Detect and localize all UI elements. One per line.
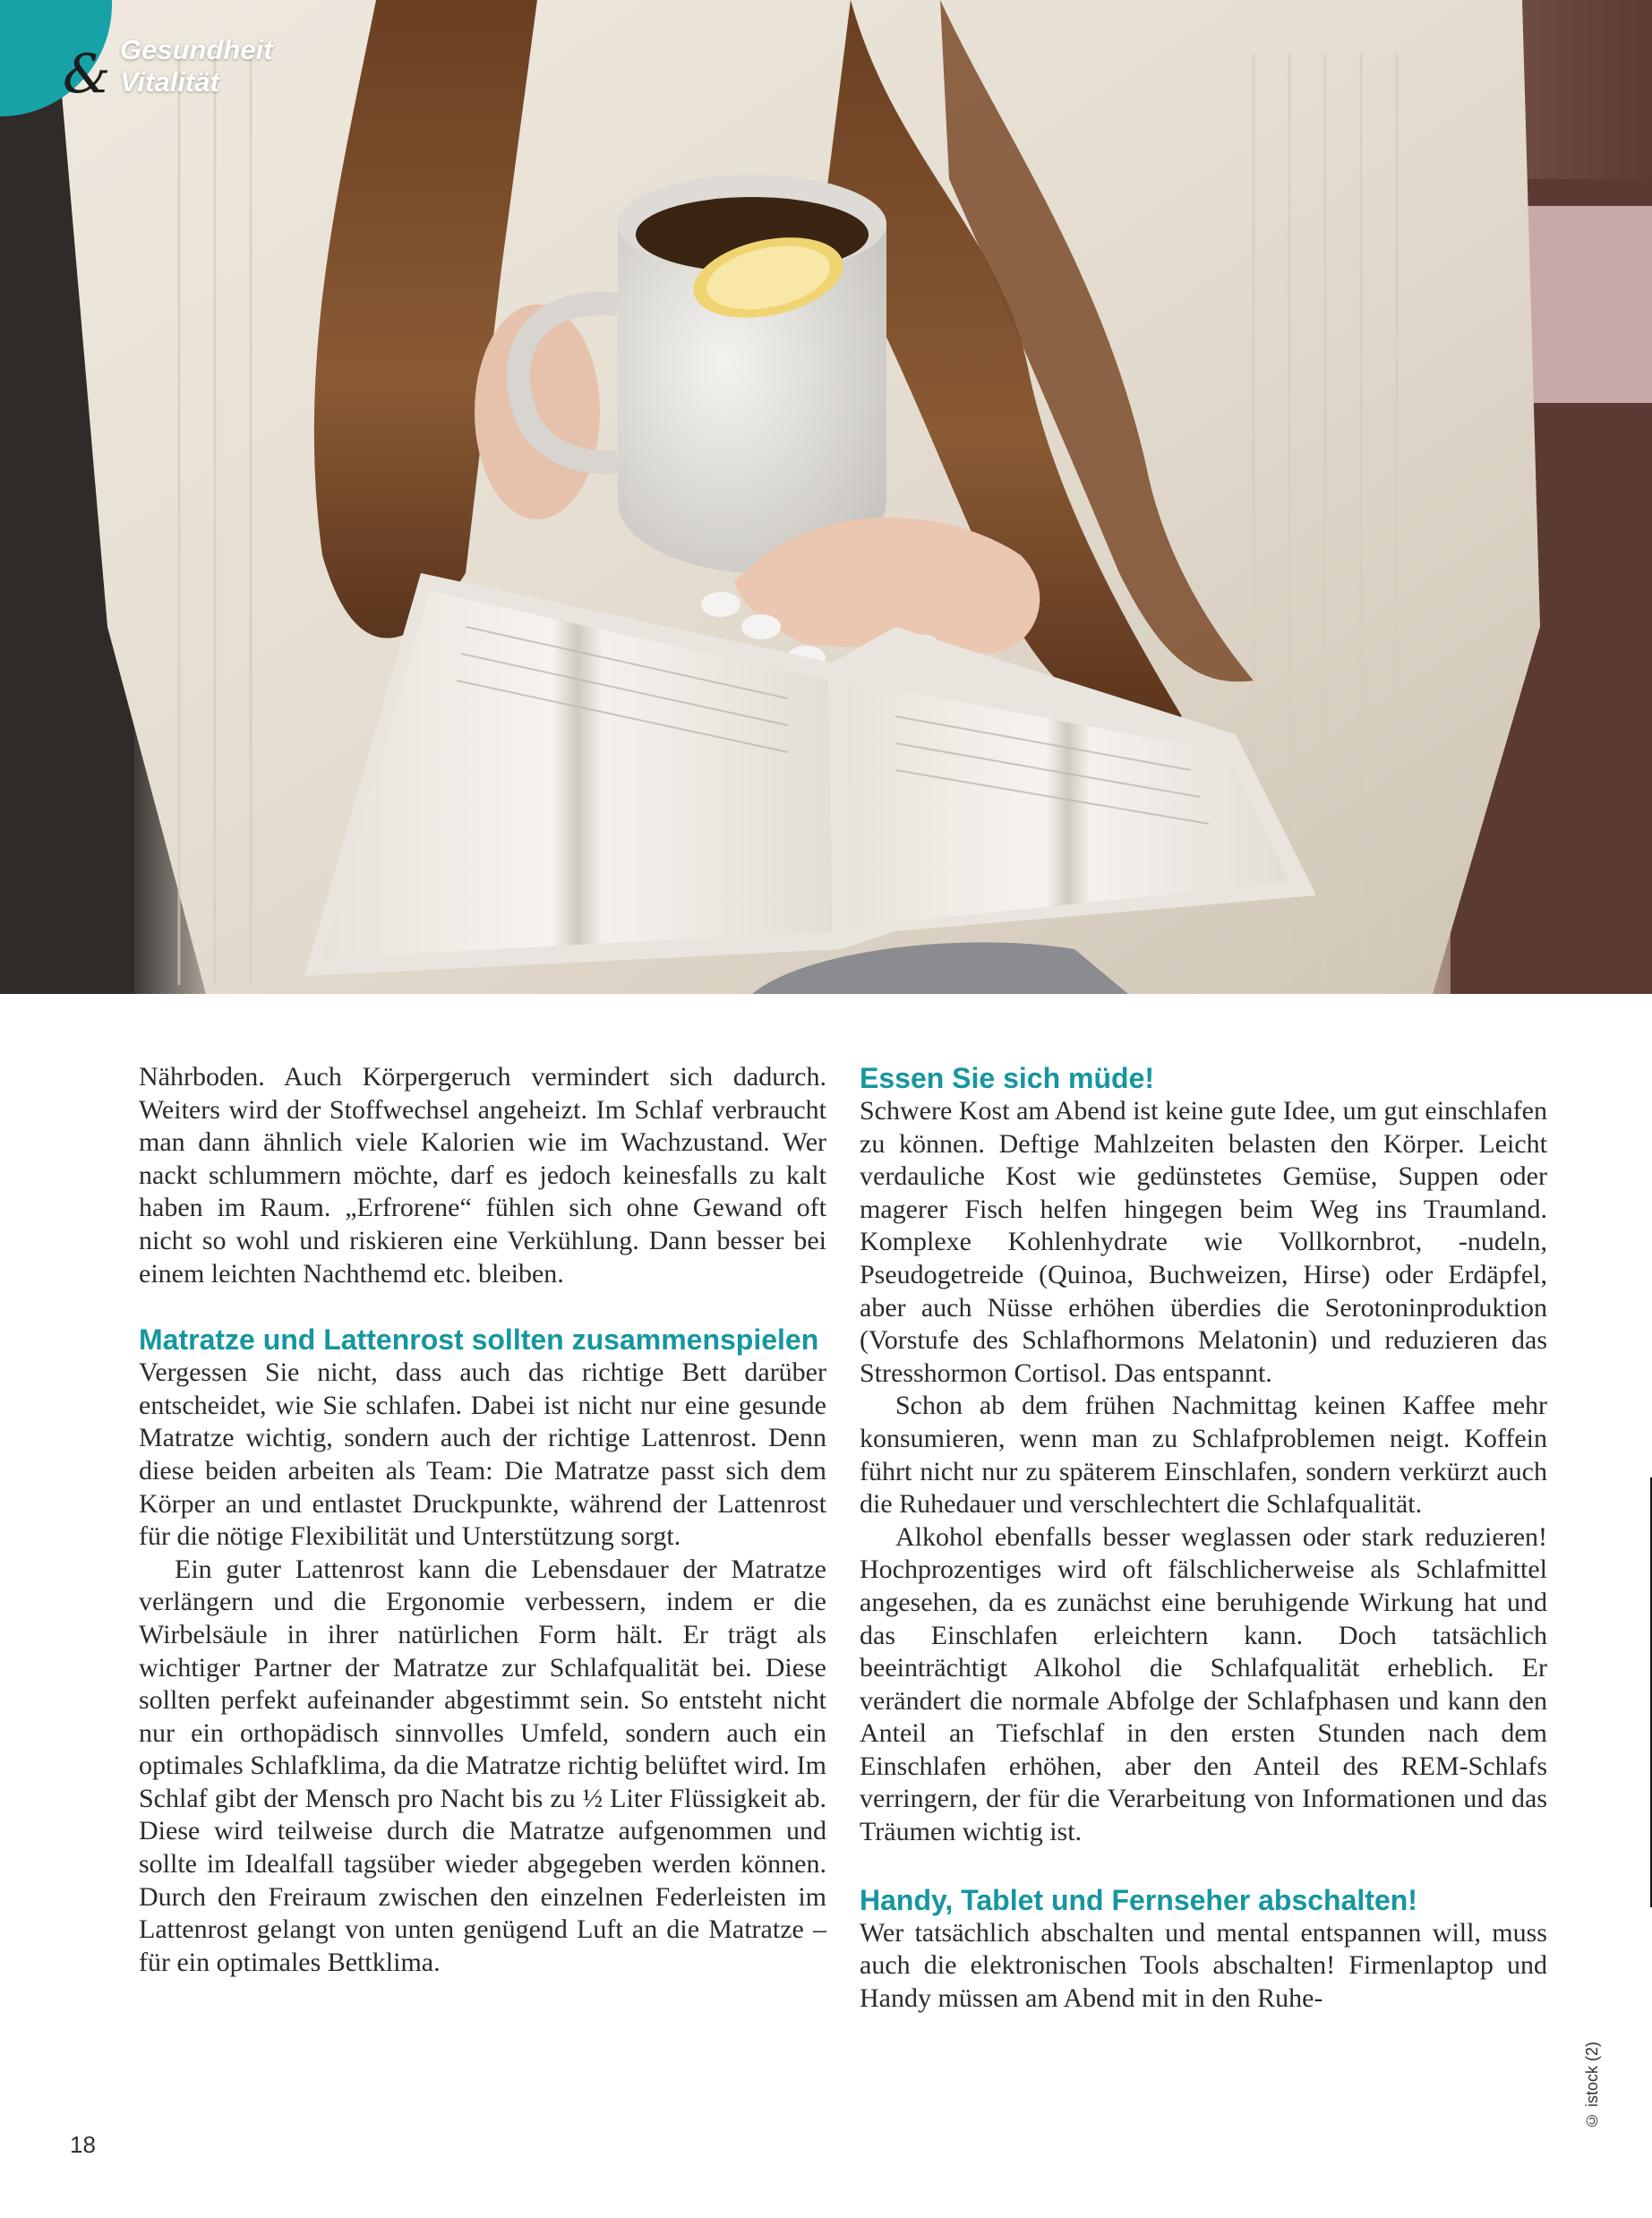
paragraph-abschalten: Wer tatsächlich abschalten und mental entspannen will, muss auch die elektronischen Tools abschalten! Firmenlaptop und Handy müssen am Abend mit in den Ruhe- [860, 1917, 1547, 2013]
woman-reading-book-with-tea-photo [0, 0, 1652, 994]
paragraph-kost: Schwere Kost am Abend ist keine gute Idee, um gut einschlafen zu können. Deftige Mahlzeiten belasten den Körper. Leicht verdauliche Kost wie gedünstetes Gemüse, Suppen oder magerer Fisch helfen hingegen beim Weg ins Traumland. Komplexe Kohlenhydrate wie Vollkornbrot, -nudeln, Pseudogetreide (Quinoa, Buchweizen, Hirse) oder Erdäpfel, aber auch Nüsse erhöhen überdies die Serotoninproduktion (Vorstufe des Schlafhormons Melatonin) und reduzieren das Stresshormon Cortisol. Das entspannt. [860, 1096, 1547, 1388]
photo-credit: © istock (2) [1583, 2042, 1601, 2130]
intro-paragraph: Nährboden. Auch Körpergeruch vermindert sich dadurch. Weiters wird der Stoffwechsel angeheizt. Im Schlaf verbraucht man dann ähnlich viele Kalorien wie im Wachzustand. Wer nackt schlummern möchte, darf es jedoch keinesfalls zu kalt haben im Raum. „Erfrorene“ fühlen sich ohne Gewand oft nicht so wohl und riskieren eine Verkühlung. Dann besser bei einem leichten Nachthemd etc. bleiben. [139, 1062, 826, 1289]
paragraph-kaffee: Schon ab dem frühen Nachmittag keinen Kaffee mehr konsumieren, wenn man zu Schlafproblemen neigt. Koffein führt nicht nur zu späterem Einschlafen, sondern verkürzt auch die Ruhedauer und verschlechtert die Schlafqualität. [860, 1391, 1547, 1520]
page-number: 18 [70, 2131, 96, 2158]
ampersand-logo: & [63, 43, 111, 106]
hero-photo [0, 0, 1652, 994]
heading-handy: Handy, Tablet und Fernseher abschalten! [860, 1883, 1417, 1916]
section-title-line2: Vitalität [120, 66, 219, 98]
paragraph-lattenrost: Ein guter Lattenrost kann die Lebensdauer der Matratze verlängern und die Ergonomie verbessern, indem er die Wirbelsäule in ihrer natürlichen Form hält. Er trägt als wichtiger Partner der Matratze zur Schlafqualität bei. Diese sollten perfekt aufeinander abgestimmt sein. So entsteht nicht nur ein orthopädisch sinnvolles Umfeld, sondern auch ein optimales Schlafklima, da die Matratze richtig belüftet wird. Im Schlaf gibt der Mensch pro Nacht bis zu ½ Liter Flüssigkeit ab. Diese wird teilweise durch die Matratze aufgenommen und sollte im Idealfall tagsüber wieder abgegeben werden können. Durch den Freiraum zwischen den einzelnen Federleisten im Lattenrost gelangt von unten genügend Luft an die Matratze – für ein optimales Bettklima. [139, 1554, 826, 1977]
section-title-line1: Gesundheit [120, 34, 273, 65]
right-column [860, 1061, 1547, 2015]
paragraph-bett: Vergessen Sie nicht, dass auch das richtige Bett darüber entscheidet, wie Sie schlafen. Dabei ist nicht nur eine gesunde Matratze wichtig, sondern auch der richtige Lattenrost. Denn diese beiden arbeiten als Team: Die Matratze passt sich dem Körper an und entlastet Druckpunkte, während der Lattenrost für die nötige Flexibilität und Unterstützung sorgt. [139, 1357, 826, 1552]
heading-matratze: Matratze und Lattenrost sollten zusammenspielen [139, 1323, 819, 1357]
heading-essen: Essen Sie sich müde! [860, 1062, 1155, 1094]
left-column [139, 1061, 826, 1979]
paragraph-alkohol: Alkohol ebenfalls besser weglassen oder stark reduzieren! Hochprozentiges wird oft fälschlicherweise als Schlafmittel angesehen, da es zunächst eine beruhigende Wirkung hat und das Einschlafen erleichtern kann. Doch tatsächlich beeinträchtigt Alkohol die Schlafqualität erheblich. Er verändert die normale Abfolge der Schlafphasen und kann den Anteil an Tiefschlaf in den ersten Stunden nach dem Einschlafen erhöhen, aber den Anteil des REM-Schlafs verringern, der für die Verarbeitung von Informationen und das Träumen wichtig ist. [860, 1521, 1547, 1847]
